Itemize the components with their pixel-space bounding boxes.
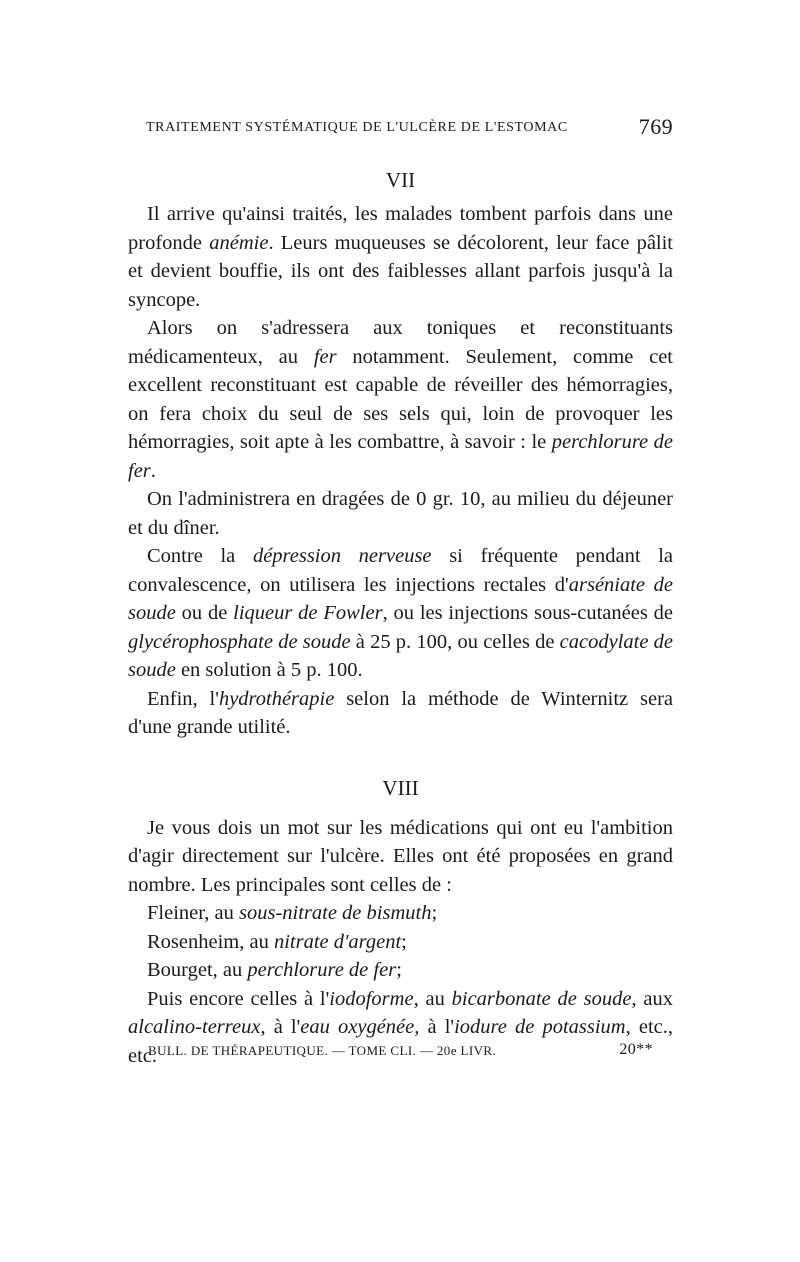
text-run: si fréquente pendant la convalescence, on utilisera les injections rectales d' — [128, 545, 673, 596]
paragraph — [128, 928, 673, 957]
text-run: , aux — [631, 987, 673, 1010]
footer-sheet-mark: 20** — [619, 1041, 653, 1058]
italic-term: liqueur de Fowler — [233, 602, 383, 624]
italic-term: hydrothérapie — [218, 687, 335, 710]
text-run: . Leurs muqueuses se décolorent, leur face pâlit et devient bouffie, ils ont des faiblesses allant parfois jusqu'à la syncope. — [128, 231, 674, 311]
italic-term: alcalino-terreux — [128, 1016, 261, 1038]
italic-term: sous-nitrate de bismuth — [238, 902, 432, 924]
page-footer — [148, 1041, 653, 1065]
text-run: Bourget, au — [147, 959, 248, 981]
text-run: ; — [396, 959, 402, 981]
text-run: , ou les injections sous-cutanées de — [382, 602, 673, 624]
text-run: ou de — [175, 602, 234, 624]
section-heading: VII — [385, 168, 416, 192]
text-run: à 25 p. 100, ou celles de — [350, 630, 560, 653]
paragraph — [128, 485, 673, 542]
italic-term: cacodylate de soude — [128, 630, 673, 681]
text-run: ; — [431, 902, 438, 924]
italic-term: fer — [313, 345, 337, 368]
text-run: Puis encore celles à l' — [147, 987, 330, 1010]
italic-term: glycérophosphate de soude — [128, 630, 351, 653]
paragraph — [128, 542, 673, 685]
italic-term: perchlorure de fer — [128, 431, 673, 482]
text-run: selon la méthode de Winternitz sera d'une grande utilité. — [128, 687, 673, 738]
paragraph — [128, 314, 673, 485]
italic-term: iodoforme — [329, 987, 414, 1010]
italic-term: arséniate de soude — [128, 573, 673, 624]
italic-term: perchlorure de fer — [247, 959, 397, 981]
text-run: ; — [401, 930, 407, 953]
section-vii-text — [128, 200, 673, 742]
text-run: On l'administrera en dragées de 0 gr. 10, au milieu du déjeuner et du dîner. — [128, 488, 673, 539]
text-run: Il arrive qu'ainsi traités, les malades tombent parfois dans une profonde — [128, 203, 673, 254]
text-run: Je vous dois un mot sur les médications qui ont eu l'ambition d'agir directement sur l'ulcère. Elles ont été proposées en grand nombre. Les principales sont celles de : — [128, 816, 673, 896]
italic-term: dépression nerveuse — [252, 545, 432, 567]
paragraph — [128, 956, 673, 985]
text-run: Fleiner, au — [147, 902, 239, 924]
text-run: , au — [413, 987, 452, 1010]
paragraph — [128, 200, 673, 314]
italic-term: nitrate d'argent — [273, 930, 402, 953]
paragraph — [128, 814, 673, 900]
text-run: en solution à 5 p. 100. — [175, 659, 363, 681]
text-run: . — [150, 459, 156, 482]
text-run: Contre la — [147, 545, 253, 567]
italic-term: anémie — [209, 231, 269, 254]
text-run: Enfin, l' — [147, 687, 219, 710]
paragraph — [128, 899, 673, 928]
running-title: TRAITEMENT SYSTÉMATIQUE DE L'ULCÈRE DE L'ESTOMAC — [146, 120, 568, 135]
text-run: , etc., etc. — [128, 1016, 673, 1067]
page-number: 769 — [638, 114, 673, 139]
italic-term: bicarbonate de soude — [451, 987, 632, 1010]
running-header — [128, 114, 673, 144]
footer-signature: BULL. DE THÉRAPEUTIQUE. — TOME CLI. — 20e LIVR. — [148, 1043, 497, 1058]
text-run: notamment. Seulement, comme cet excellent reconstituant est capable de réveiller des hémorragies, on fera choix du seul de ses sels qui, loin de provoquer les hémorragies, soit apte à les combattre, à savoir : le — [128, 345, 673, 453]
section-viii-text — [128, 814, 673, 1071]
paragraph — [128, 685, 673, 742]
text-run: Alors on s'adressera aux toniques et reconstituants médicamenteux, au — [128, 317, 673, 368]
italic-term: iodure de potassium — [454, 1016, 626, 1038]
page-body — [128, 114, 673, 1070]
text-run: , à l' — [414, 1016, 455, 1038]
text-run: , à l' — [260, 1016, 301, 1038]
italic-term: eau oxygénée — [300, 1016, 415, 1038]
text-run: Rosenheim, au — [147, 930, 274, 953]
section-heading: VIII — [382, 775, 419, 800]
